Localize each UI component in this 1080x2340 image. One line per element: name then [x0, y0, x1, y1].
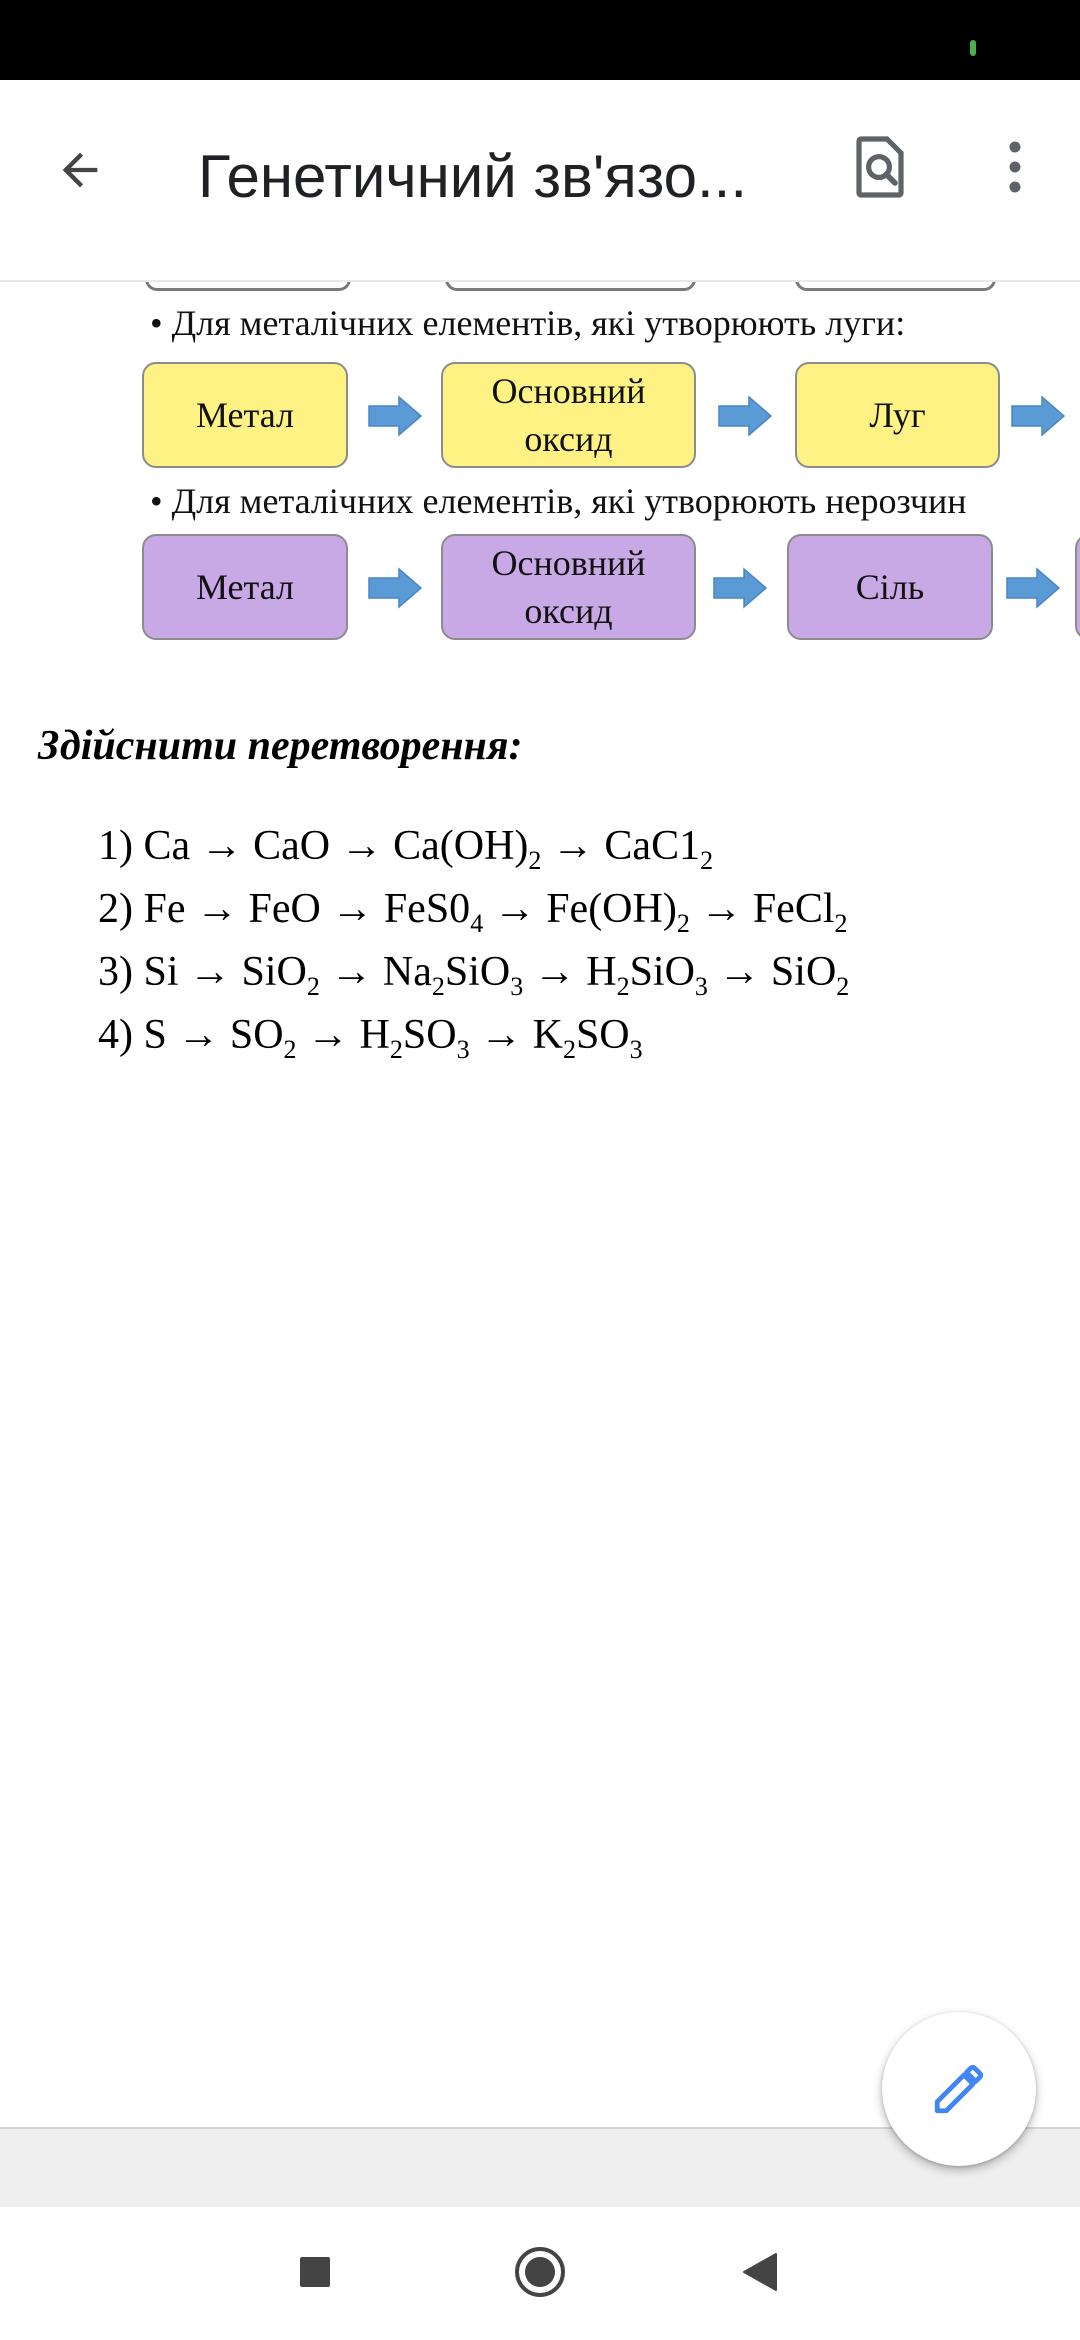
circle-home-icon [513, 2245, 567, 2299]
equation-4: 4) $S \to SO_2 \to H_2SO_3 \to K_2SO_3$ [98, 1012, 643, 1064]
edit-pencil-icon [930, 2060, 988, 2118]
task-heading: Здійснити перетворення: [38, 723, 523, 769]
app-bar [0, 80, 1080, 280]
more-options-button[interactable] [975, 122, 1055, 212]
cropped-box [145, 282, 351, 291]
preview-button[interactable] [840, 122, 920, 212]
diagram-caption: • Для металічних елементів, які утворюють нерозчин [150, 481, 967, 521]
recents-button[interactable] [275, 2232, 355, 2312]
flow-arrow-icon [367, 395, 423, 437]
status-indicator-icon [970, 40, 976, 56]
document-view[interactable] [0, 282, 1080, 2127]
document-search-icon [853, 135, 907, 199]
flow-arrow-icon [367, 567, 423, 609]
flow-box: Метал [142, 534, 348, 640]
page-title: Генетичний зв'язо... [198, 143, 747, 210]
equation-1: 1) Ca → CaO → $Ca(OH)_2 \to CaC1_2$ [98, 823, 714, 875]
back-button[interactable] [40, 130, 120, 210]
more-vert-icon [1007, 141, 1023, 193]
flow-arrow-icon [1005, 567, 1061, 609]
equation-2: 2) Fe → FeO → $FeS0_4 \to Fe(OH)_2$ → FeCl$_2$ [98, 886, 848, 938]
flow-arrow-icon [712, 567, 768, 609]
triangle-back-icon [742, 2252, 778, 2292]
arrow-back-icon [54, 144, 106, 196]
flow-box: Основний оксид [441, 534, 696, 640]
equation-3: 3) $Si \to SiO_2 \to Na_2SiO_3 \to H_2SiO_3 \to SiO_2$ [98, 949, 850, 1001]
home-button[interactable] [500, 2232, 580, 2312]
square-recents-icon [299, 2256, 331, 2288]
flow-box-cropped [1075, 534, 1080, 640]
nav-back-button[interactable] [720, 2232, 800, 2312]
flow-box: Основний оксид [441, 362, 696, 468]
flow-box: Луг [795, 362, 1000, 468]
flow-arrow-icon [1010, 395, 1066, 437]
edit-fab-button[interactable] [882, 2012, 1036, 2166]
flow-box: Метал [142, 362, 348, 468]
cropped-box [795, 282, 996, 291]
status-bar [0, 0, 1080, 80]
system-nav-bar [0, 2207, 1080, 2340]
flow-arrow-icon [717, 395, 773, 437]
cropped-box [445, 282, 696, 291]
diagram-caption: • Для металічних елементів, які утворюють луги: [150, 303, 906, 343]
flow-box: Сіль [787, 534, 993, 640]
